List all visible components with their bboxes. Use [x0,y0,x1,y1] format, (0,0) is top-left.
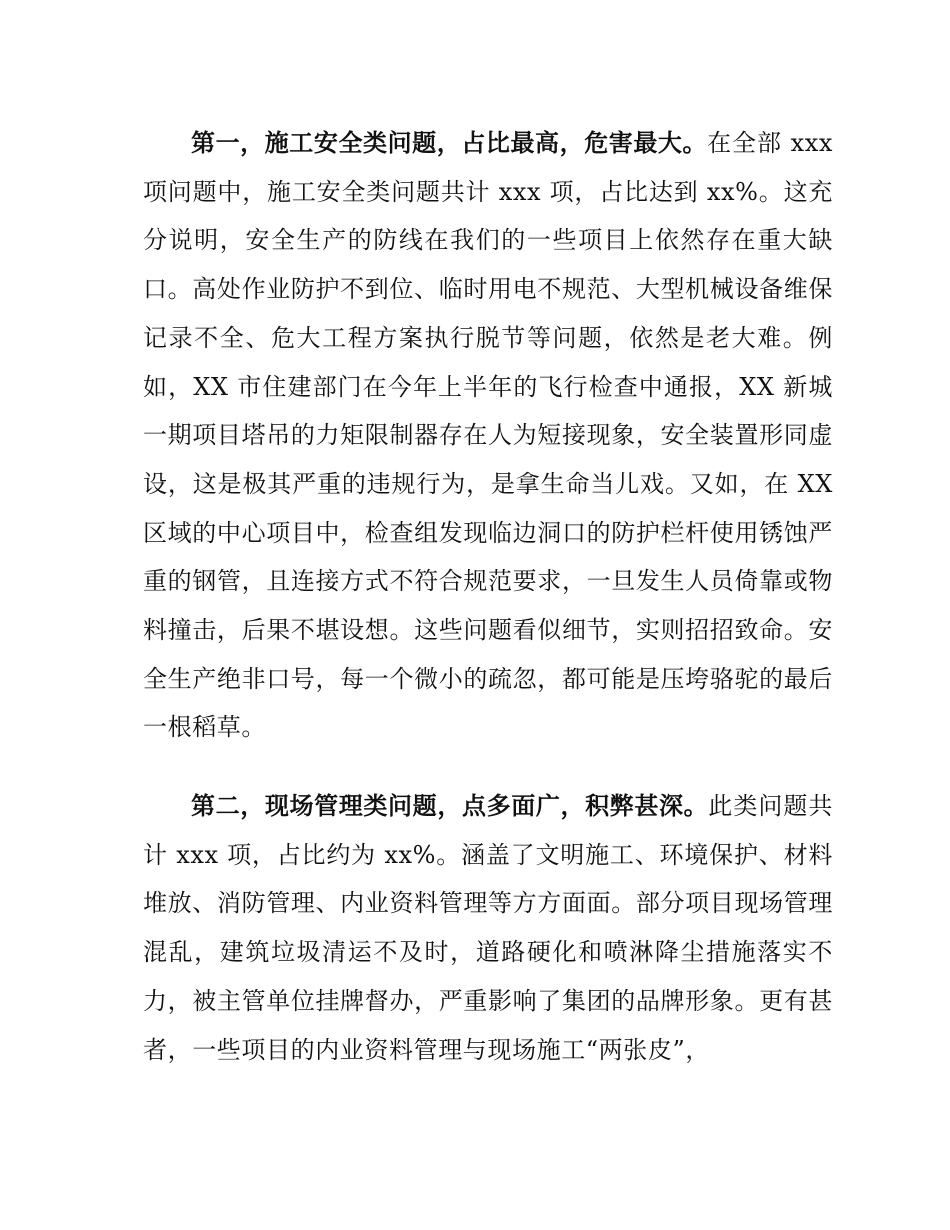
paragraph-heading-site-management: 第二，现场管理类问题，点多面广，积弊甚深。 [191,792,709,820]
paragraph-body-site-management: 此类问题共计 xxx 项，占比约为 xx%。涵盖了文明施工、环境保护、材料堆放、消防管理、内业资料管理等方方面面。部分项目现场管理混乱，建筑垃圾清运不及时，道路硬化和喷淋降尘措施落实不力，被主管单位挂牌督办，严重影响了集团的品牌形象。更有甚者，一些项目的内业资料管理与现场施工“两张皮”， [143,792,834,1064]
paragraph-heading-construction-safety: 第一，施工安全类问题，占比最高，危害最大。 [191,129,708,157]
paragraph-site-management [143,782,833,1074]
paragraph-body-construction-safety: 在全部 xxx 项问题中，施工安全类问题共计 xxx 项，占比达到 xx%。这充分说明，安全生产的防线在我们的一些项目上依然存在重大缺口。高处作业防护不到位、临时用电不规范、大型机械设备维保记录不全、危大工程方案执行脱节等问题，依然是老大难。例如，XX 市住建部门在今年上半年的飞行检查中通报，XX 新城一期项目塔吊的力矩限制器存在人为短接现象，安全装置形同虚设，这是极其严重的违规行为，是拿生命当儿戏。又如，在 XX 区域的中心项目中，检查组发现临边洞口的防护栏杆使用锈蚀严重的钢管，且连接方式不符合规范要求，一旦发生人员倚靠或物料撞击，后果不堪设想。这些问题看似细节，实则招招致命。安全生产绝非口号，每一个微小的疏忽，都可能是压垮骆驼的最后一根稻草。 [143,129,833,742]
paragraph-construction-safety [143,119,833,752]
